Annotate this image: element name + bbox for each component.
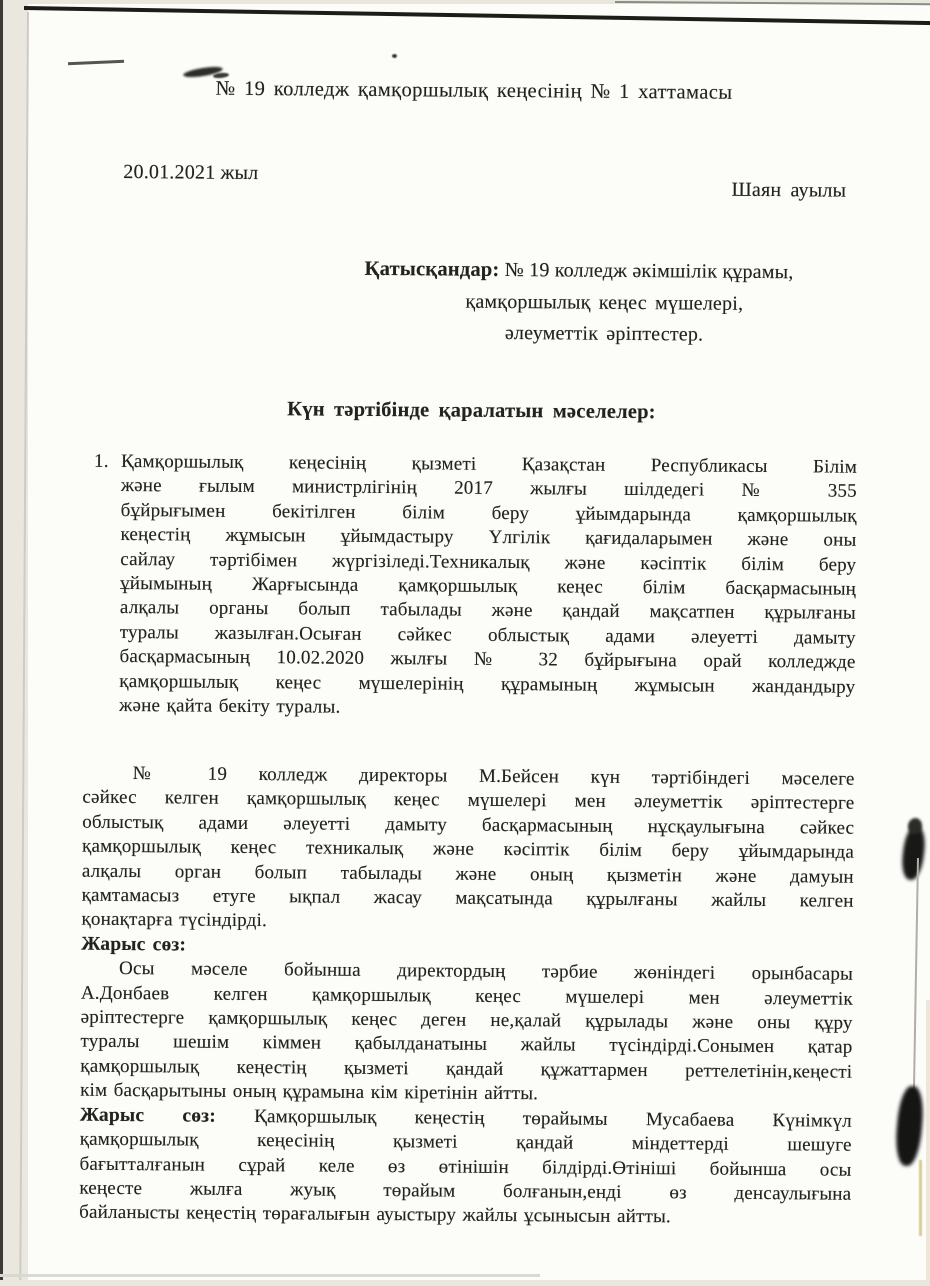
scan-right-margin xyxy=(926,1000,930,1280)
agenda-heading: Күн тәртібінде қаралатын мәселелер: xyxy=(287,398,656,424)
participants-lines xyxy=(364,285,844,352)
participants-block xyxy=(364,254,845,352)
paragraph-line: қонақтарға түсіндірді. xyxy=(81,909,268,932)
document-place: Шаян ауылы xyxy=(731,178,847,202)
paragraph-line: Жарыс сөз: Қамқоршылық кеңестің төрайымы Мусабаева Күнімкүл xyxy=(79,1104,853,1132)
document-content xyxy=(79,0,861,1286)
agenda-item xyxy=(83,450,857,725)
paragraph-line: бағытталғанын сұрай келе өз өтінішін білдірді.Өтініші бойынша осы xyxy=(79,1153,852,1181)
participants-first-text: № 19 колледж әкімшілік құрамы, xyxy=(504,258,794,284)
right-edge-yellow-line xyxy=(919,1160,922,1236)
paragraph-line: қамқоршылық кеңесінің қызметі қандай міндеттерді шешуге xyxy=(79,1128,852,1156)
paragraph-line: сәйкес келген қамқоршылық кеңес мүшелері мен әлеуметтік әріптестерге xyxy=(82,787,855,815)
agenda-line: алқалы органы болып табылады және қандай мақсатпен құрылғаны xyxy=(119,597,856,625)
agenda-line: және ғылым министрлігінің 2017 жылғы шілдедегі № 355 xyxy=(120,475,857,503)
paragraph-line: қамқоршылық кеңестің қызметі қандай құжаттармен реттелетінін,кеңесті xyxy=(80,1055,853,1083)
paragraph xyxy=(81,762,854,939)
paragraph-line: кеңесте жылға жуық төрайым болғанын,енді өз денсаулығына xyxy=(79,1177,852,1205)
document-date: 20.01.2021 жыл xyxy=(123,160,259,185)
paragraph-line: туралы шешім кіммен қабылданатыны жайлы түсіндірді.Сонымен қатар xyxy=(80,1031,853,1059)
agenda-line: туралы жазылған.Осыған сәйкес облыстық адами әлеуетті дамыту xyxy=(119,621,856,649)
agenda-line: кеңестің жұмысын ұйымдастыру Үлгілік қағидаларымен және оны xyxy=(120,524,857,551)
speech-label: Жарыс сөз: xyxy=(81,933,187,956)
paragraph-line: кім басқарытыны оның құрамына кім кіретінін айтты. xyxy=(80,1079,539,1105)
paragraph xyxy=(79,1103,852,1231)
paragraph xyxy=(80,957,853,1109)
agenda-line: басқармасының 10.02.2020 жылғы № 32 бұйрығына орай колледжде xyxy=(119,646,856,673)
paragraph-line: әріптестерге қамқоршылық кеңес деген не,қалай құрылады және оны құру xyxy=(80,1006,853,1034)
document-title: № 19 колледж қамқоршылық кеңесінің № 1 хаттамасы xyxy=(215,77,733,104)
paragraph-line: алқалы орган болып табылады және оның қызметін және дамуын xyxy=(81,860,854,888)
participants-label: Қатысқандар: xyxy=(364,257,500,281)
dateline xyxy=(87,160,859,202)
agenda-line: және қайта бекіту туралы. xyxy=(119,695,341,718)
agenda-line: сайлау тәртібімен жүргізіледі.Техникалық және кәсіптік білім беру xyxy=(120,548,857,576)
paragraph-line: № 19 колледж директоры М.Бейсен күн тәртібіндегі мәселеге xyxy=(132,763,855,790)
paragraph-line: қамқоршылық кеңес техникалық және кәсіптік білім беру ұйымдарында xyxy=(81,835,855,863)
agenda-item-number: 1. xyxy=(94,450,109,472)
speech-label: Жарыс сөз: xyxy=(79,1104,255,1127)
paragraph-line: қамтамасыз етуге ықпал жасау мақсатында құрылғаны жайлы келген xyxy=(81,884,854,912)
agenda-line: қамқоршылық кеңес мүшелерінің құрамының жұмысын жандандыру xyxy=(119,670,856,698)
agenda-line: бұйрығымен бекітілген білім беру ұйымдарында қамқоршылық xyxy=(120,499,857,527)
paragraph-line: А.Донбаев келген қамқоршылық кеңес мүшелері мен әлеуметтік xyxy=(80,982,853,1010)
agenda-item-text xyxy=(119,450,857,724)
document-body xyxy=(79,762,855,1232)
participants-first-line xyxy=(364,254,844,289)
paragraph-line: байланысты кеңестің төрағалығын ауыстыру жайлы ұсынысын айтты. xyxy=(79,1201,672,1228)
agenda-line: ұйымының Жарғысында қамқоршылық кеңес білім басқармасының xyxy=(120,572,857,600)
agenda-line: Қамқоршылық кеңесінің қызметі Қазақстан Республикасы Білім xyxy=(120,450,858,478)
participants-line: әлеуметтік әріптестер. xyxy=(504,321,704,346)
paragraph-line: Осы мәселе бойынша директордың тәрбие жөніндегі орынбасары xyxy=(119,958,854,985)
participants-line: қамқоршылық кеңес мүшелері, xyxy=(465,290,744,315)
paragraph-line: облыстық адами әлеуетті дамыту басқармасының нұсқаулығына сәйкес xyxy=(82,811,855,839)
